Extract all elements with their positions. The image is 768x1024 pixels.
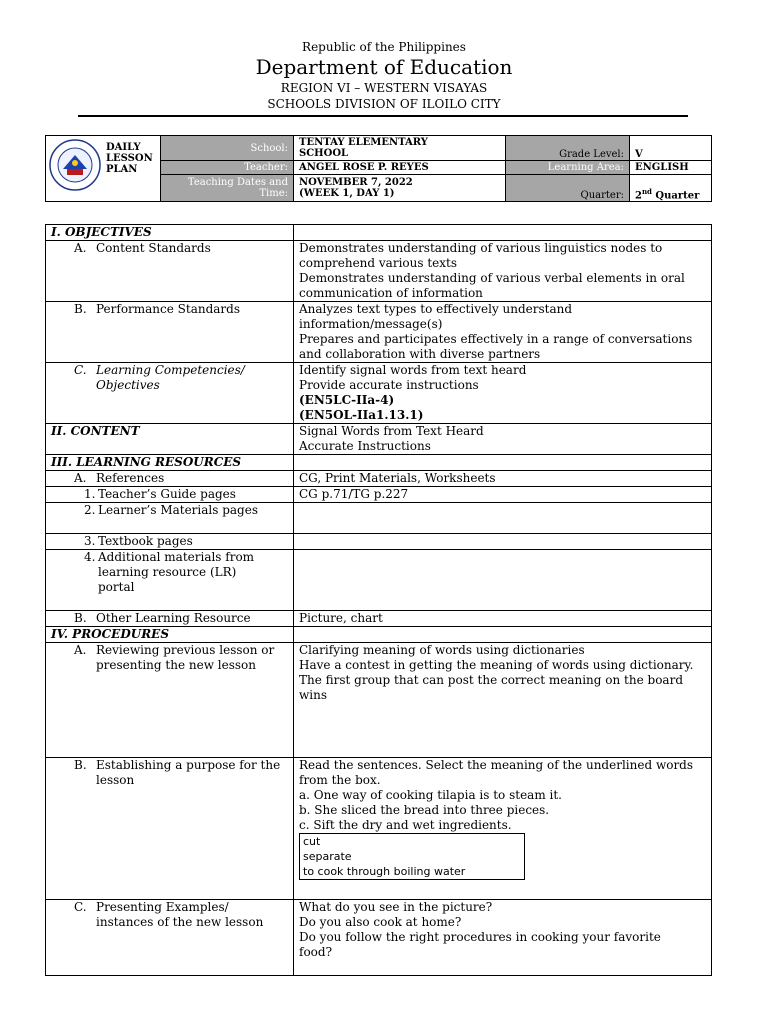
examples-line-2: instances of the new lesson xyxy=(96,915,264,929)
marker-b: B. xyxy=(74,611,87,625)
text-line: Clarifying meaning of words using dictionaries xyxy=(299,643,585,657)
learners-materials-text: Learner’s Materials pages xyxy=(98,503,258,517)
reviewing-lesson-label xyxy=(46,643,294,758)
title-lesson: LESSON xyxy=(106,153,153,164)
marker-4: 4. xyxy=(84,550,96,564)
text-line: Accurate Instructions xyxy=(299,439,431,453)
text-line: information/message(s) xyxy=(299,317,443,331)
school-value xyxy=(294,136,506,161)
presenting-examples-value xyxy=(294,900,712,976)
text-line: Analyzes text types to effectively understand xyxy=(299,302,573,316)
textbook-pages-value xyxy=(294,534,712,550)
learning-area-value: ENGLISH xyxy=(630,161,712,175)
dates-line-2: (WEEK 1, DAY 1) xyxy=(299,188,395,199)
marker-b: B. xyxy=(74,758,87,772)
header-republic: Republic of the Philippines xyxy=(302,40,466,54)
text-line: c. Sift the dry and wet ingredients. xyxy=(299,818,512,832)
establishing-purpose-value xyxy=(294,758,712,900)
text-line: Have a contest in getting the meaning of words using dictionary. xyxy=(299,658,694,672)
text-line: Prepares and participates effectively in a range of conversations xyxy=(299,332,693,346)
learning-resources-heading: III. LEARNING RESOURCES xyxy=(46,455,294,471)
text-line: wins xyxy=(299,688,327,702)
text-line: Demonstrates understanding of various verbal elements in oral xyxy=(299,271,685,285)
competencies-line-1: Learning Competencies/ xyxy=(96,363,245,377)
quarter-value xyxy=(630,175,712,202)
lesson-plan-table xyxy=(45,224,712,976)
header-department: Department of Education xyxy=(255,55,513,79)
grade-level-label: Grade Level: xyxy=(506,136,630,161)
marker-c: C. xyxy=(74,900,87,914)
additional-line-3: portal xyxy=(98,580,135,594)
marker-a: A. xyxy=(74,241,87,255)
teacher-label: Teacher: xyxy=(161,161,294,175)
quarter-label: Quarter: xyxy=(506,175,630,202)
marker-3: 3. xyxy=(84,534,96,548)
teaching-dates-label xyxy=(161,175,294,202)
daily-lesson-plan-title xyxy=(106,142,153,175)
header-division: SCHOOLS DIVISION OF ILOILO CITY xyxy=(267,97,501,111)
school-line-2: SCHOOL xyxy=(299,148,349,159)
header-divider xyxy=(78,115,688,117)
lesson-info-table xyxy=(45,135,712,202)
content-standards-value xyxy=(294,241,712,302)
text-line: Demonstrates understanding of various linguistics nodes to xyxy=(299,241,663,255)
content-standards-label xyxy=(46,241,294,302)
learning-resources-heading-blank xyxy=(294,455,712,471)
additional-materials-value xyxy=(294,550,712,611)
title-daily: DAILY xyxy=(106,142,141,153)
school-label: School: xyxy=(161,136,294,161)
marker-c: C. xyxy=(74,363,87,377)
marker-2: 2. xyxy=(84,503,96,517)
learning-area-label: Learning Area: xyxy=(506,161,630,175)
learners-materials-label xyxy=(46,503,294,534)
word-choice: separate xyxy=(303,850,352,863)
marker-a: A. xyxy=(74,643,87,657)
objectives-heading: I. OBJECTIVES xyxy=(46,225,294,241)
marker-b: B. xyxy=(74,302,87,316)
competencies-line-2: Objectives xyxy=(96,378,160,392)
performance-standards-label xyxy=(46,302,294,363)
presenting-examples-label xyxy=(46,900,294,976)
other-resource-value: Picture, chart xyxy=(294,611,712,627)
word-choices-box xyxy=(299,833,525,880)
content-standards-text: Content Standards xyxy=(96,241,211,255)
quarter-word: Quarter xyxy=(651,190,700,201)
text-line: Do you also cook at home? xyxy=(299,915,462,929)
additional-line-2: learning resource (LR) xyxy=(98,565,237,579)
title-plan: PLAN xyxy=(106,164,138,175)
procedures-heading: IV. PROCEDURES xyxy=(46,627,294,643)
deped-seal-icon xyxy=(49,139,101,191)
references-value: CG, Print Materials, Worksheets xyxy=(294,471,712,487)
text-line: communication of information xyxy=(299,286,483,300)
references-text: References xyxy=(96,471,165,485)
teaching-dates-value xyxy=(294,175,506,202)
text-line: The first group that can post the correct meaning on the board xyxy=(299,673,683,687)
procedures-heading-blank xyxy=(294,627,712,643)
reviewing-lesson-value xyxy=(294,643,712,758)
teacher-value: ANGEL ROSE P. REYES xyxy=(294,161,506,175)
teachers-guide-text: Teacher’s Guide pages xyxy=(98,487,236,501)
dates-label-2: Time: xyxy=(259,188,288,199)
header-region: REGION VI – WESTERN VISAYAS xyxy=(280,81,488,95)
text-line: Identify signal words from text heard xyxy=(299,363,527,377)
competency-code: (EN5OL-IIa1.13.1) xyxy=(299,408,424,422)
text-line: b. She sliced the bread into three pieces. xyxy=(299,803,550,817)
text-line: What do you see in the picture? xyxy=(299,900,493,914)
marker-1: 1. xyxy=(84,487,96,501)
word-choice: to cook through boiling water xyxy=(303,865,466,878)
performance-standards-value xyxy=(294,302,712,363)
learners-materials-value xyxy=(294,503,712,534)
teachers-guide-value: CG p.71/TG p.227 xyxy=(294,487,712,503)
word-choice: cut xyxy=(303,835,321,848)
other-resource-label xyxy=(46,611,294,627)
dates-line-1: NOVEMBER 7, 2022 xyxy=(299,177,413,188)
purpose-line-2: lesson xyxy=(96,773,135,787)
text-line: from the box. xyxy=(299,773,381,787)
text-line: food? xyxy=(299,945,333,959)
additional-materials-label xyxy=(46,550,294,611)
learning-competencies-label xyxy=(46,363,294,424)
content-heading: II. CONTENT xyxy=(46,424,294,455)
logo-cell xyxy=(46,136,161,202)
quarter-number: 2 xyxy=(635,190,642,201)
other-resource-text: Other Learning Resource xyxy=(96,611,251,625)
additional-line-1: Additional materials from xyxy=(98,550,255,564)
text-line: Provide accurate instructions xyxy=(299,378,479,392)
grade-level-value: V xyxy=(630,136,712,161)
objectives-heading-blank xyxy=(294,225,712,241)
quarter-suffix: nd xyxy=(641,186,652,196)
marker-a: A. xyxy=(74,471,87,485)
school-line-1: TENTAY ELEMENTARY xyxy=(299,137,428,148)
teachers-guide-label xyxy=(46,487,294,503)
text-line: Do you follow the right procedures in cooking your favorite xyxy=(299,930,661,944)
textbook-pages-label xyxy=(46,534,294,550)
text-line: Signal Words from Text Heard xyxy=(299,424,484,438)
examples-line-1: Presenting Examples/ xyxy=(96,900,229,914)
references-label xyxy=(46,471,294,487)
text-line: and collaboration with diverse partners xyxy=(299,347,541,361)
dates-label-1: Teaching Dates and xyxy=(187,177,288,188)
establishing-purpose-label xyxy=(46,758,294,900)
purpose-line-1: Establishing a purpose for the xyxy=(96,758,281,772)
text-line: comprehend various texts xyxy=(299,256,458,270)
text-line: Read the sentences. Select the meaning of the underlined words xyxy=(299,758,694,772)
reviewing-line-2: presenting the new lesson xyxy=(96,658,256,672)
text-line: a. One way of cooking tilapia is to steam it. xyxy=(299,788,562,802)
competency-code: (EN5LC-IIa-4) xyxy=(299,393,395,407)
learning-competencies-value xyxy=(294,363,712,424)
reviewing-line-1: Reviewing previous lesson or xyxy=(96,643,275,657)
performance-standards-text: Performance Standards xyxy=(96,302,241,316)
content-value xyxy=(294,424,712,455)
textbook-pages-text: Textbook pages xyxy=(98,534,193,548)
